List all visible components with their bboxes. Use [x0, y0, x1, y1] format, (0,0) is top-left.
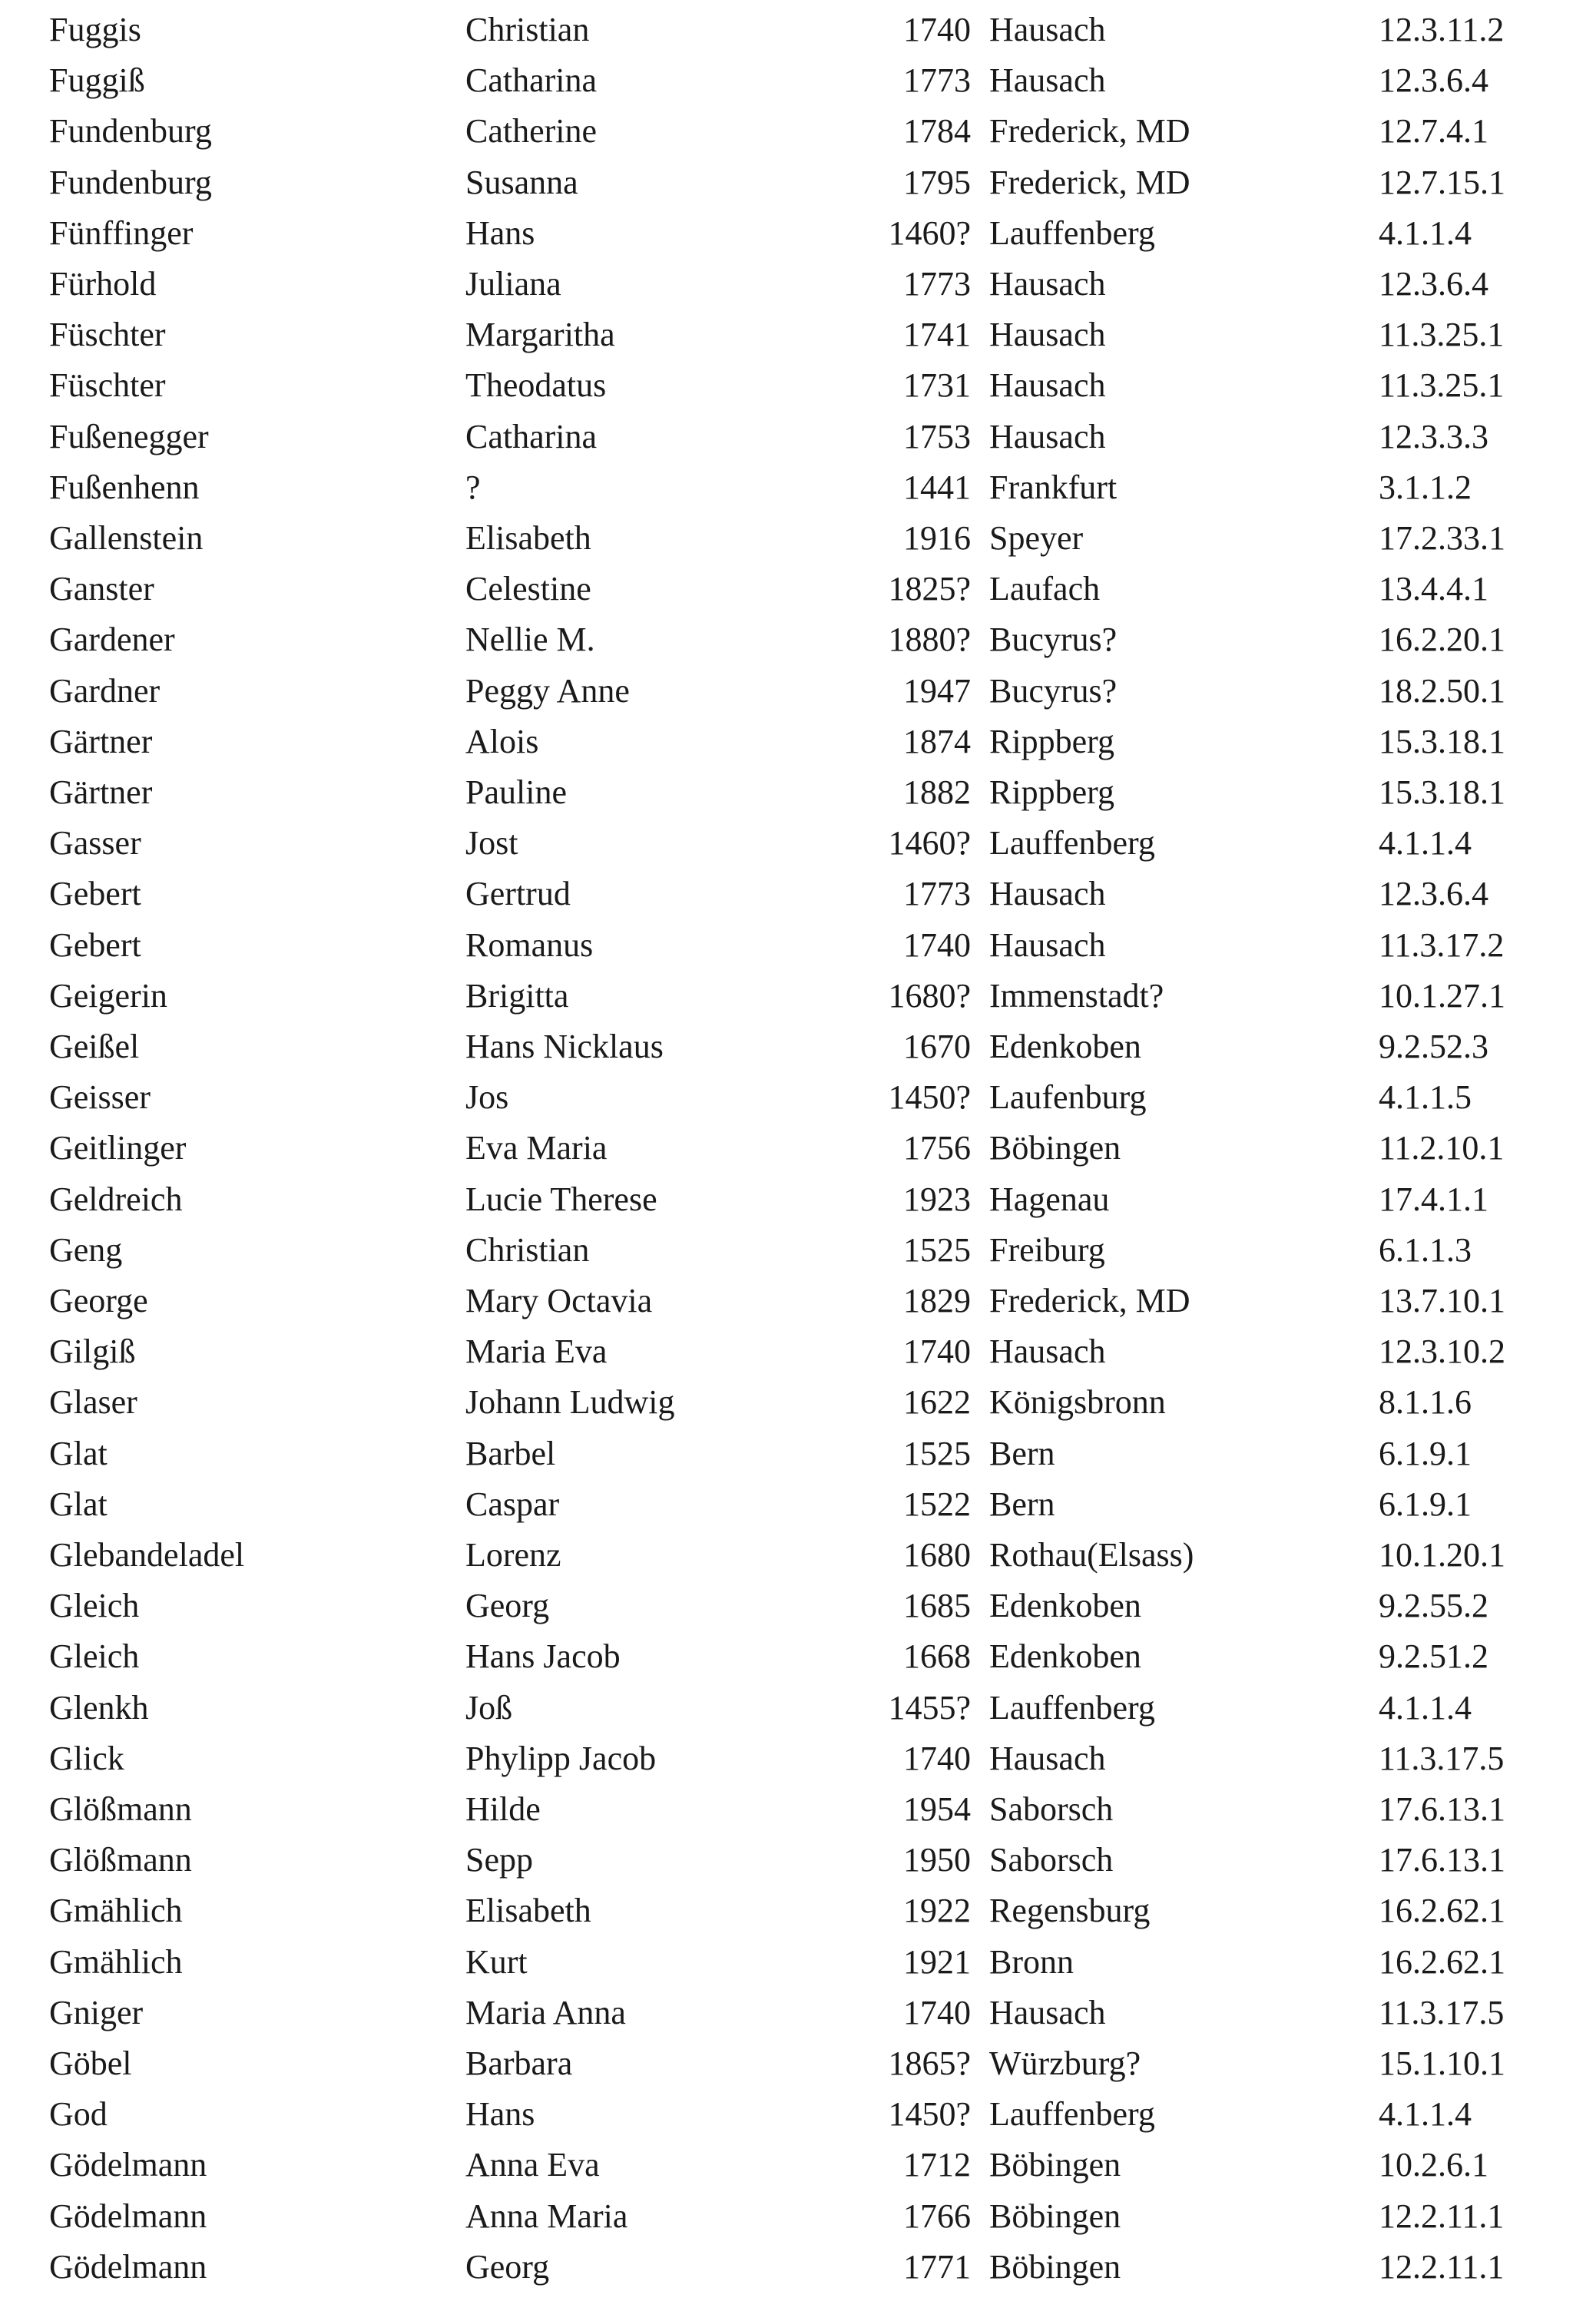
- reference-cell: 12.3.6.4: [1379, 875, 1488, 912]
- given-name-cell: Georg: [465, 1587, 550, 1624]
- place-cell: Immenstadt?: [989, 977, 1164, 1015]
- given-name-cell: Sepp: [465, 1841, 533, 1879]
- surname-cell: Füschter: [49, 316, 166, 353]
- place-cell: Bucyrus?: [989, 621, 1118, 658]
- reference-cell: 15.3.18.1: [1379, 773, 1505, 811]
- given-name-cell: Maria Anna: [465, 1994, 626, 2031]
- surname-cell: Glat: [49, 1435, 108, 1472]
- surname-cell: Göbel: [49, 2044, 132, 2082]
- year-cell: 1731: [903, 366, 971, 404]
- table-row: [0, 2191, 1596, 2242]
- surname-cell: Gallenstein: [49, 519, 204, 557]
- given-name-cell: Hilde: [465, 1790, 541, 1828]
- reference-cell: 12.2.11.1: [1379, 2248, 1505, 2286]
- place-cell: Rippberg: [989, 773, 1114, 811]
- reference-cell: 10.1.27.1: [1379, 977, 1505, 1015]
- place-cell: Rippberg: [989, 723, 1114, 760]
- table-row: [0, 2242, 1596, 2293]
- place-cell: Böbingen: [989, 2197, 1121, 2235]
- table-row: [0, 412, 1596, 462]
- place-cell: Edenkoben: [989, 1587, 1141, 1624]
- table-row: [0, 1276, 1596, 1326]
- year-cell: 1947: [903, 672, 971, 710]
- table-row: [0, 564, 1596, 614]
- table-row: [0, 818, 1596, 869]
- year-cell: 1882: [903, 773, 971, 811]
- place-cell: Saborsch: [989, 1790, 1114, 1828]
- table-row: [0, 1937, 1596, 1988]
- given-name-cell: Jost: [465, 824, 518, 862]
- given-name-cell: Margaritha: [465, 316, 615, 353]
- surname-cell: Gärtner: [49, 773, 153, 811]
- table-row: [0, 462, 1596, 513]
- place-cell: Frederick, MD: [989, 1282, 1190, 1319]
- surname-cell: Glick: [49, 1740, 124, 1777]
- table-row: [0, 1021, 1596, 1072]
- surname-cell: Geisser: [49, 1078, 151, 1116]
- given-name-cell: Elisabeth: [465, 519, 591, 557]
- surname-cell: Geldreich: [49, 1180, 183, 1218]
- given-name-cell: Phylipp Jacob: [465, 1740, 657, 1777]
- reference-cell: 18.2.50.1: [1379, 672, 1505, 710]
- reference-cell: 13.4.4.1: [1379, 570, 1488, 608]
- table-row: [0, 971, 1596, 1021]
- year-cell: 1525: [903, 1435, 971, 1472]
- year-cell: 1771: [903, 2248, 971, 2286]
- given-name-cell: Christian: [465, 1231, 590, 1269]
- reference-cell: 10.1.20.1: [1379, 1536, 1505, 1574]
- reference-cell: 12.3.6.4: [1379, 61, 1488, 99]
- surname-cell: Gilgiß: [49, 1333, 136, 1370]
- table-row: [0, 1886, 1596, 1936]
- year-cell: 1773: [903, 61, 971, 99]
- reference-cell: 11.3.25.1: [1379, 366, 1505, 404]
- reference-cell: 12.3.6.4: [1379, 265, 1488, 303]
- year-cell: 1455?: [888, 1689, 971, 1727]
- table-row: [0, 869, 1596, 919]
- table-row: [0, 513, 1596, 564]
- year-cell: 1450?: [888, 1078, 971, 1116]
- table-row: [0, 1174, 1596, 1225]
- place-cell: Bern: [989, 1485, 1055, 1523]
- year-cell: 1441: [903, 468, 971, 506]
- place-cell: Regensburg: [989, 1892, 1151, 1929]
- given-name-cell: Peggy Anne: [465, 672, 630, 710]
- table-row: [0, 717, 1596, 767]
- surname-cell: Geißel: [49, 1028, 140, 1065]
- given-name-cell: Hans Nicklaus: [465, 1028, 664, 1065]
- given-name-cell: Anna Eva: [465, 2146, 600, 2184]
- surname-cell: Fürhold: [49, 265, 157, 303]
- year-cell: 1829: [903, 1282, 971, 1319]
- table-row: [0, 1581, 1596, 1631]
- surname-cell: Glößmann: [49, 1841, 192, 1879]
- year-cell: 1712: [903, 2146, 971, 2184]
- surname-cell: Gödelmann: [49, 2248, 207, 2286]
- reference-cell: 6.1.9.1: [1379, 1435, 1472, 1472]
- table-row: [0, 106, 1596, 157]
- place-cell: Edenkoben: [989, 1028, 1141, 1065]
- given-name-cell: Alois: [465, 723, 539, 760]
- surname-cell: Fußenhenn: [49, 468, 200, 506]
- place-cell: Hausach: [989, 418, 1106, 455]
- place-cell: Hausach: [989, 875, 1106, 912]
- place-cell: Bern: [989, 1435, 1055, 1472]
- reference-cell: 4.1.1.4: [1379, 2095, 1472, 2133]
- surname-cell: Gleich: [49, 1587, 140, 1624]
- given-name-cell: Gertrud: [465, 875, 571, 912]
- year-cell: 1680: [903, 1536, 971, 1574]
- given-name-cell: Georg: [465, 2248, 550, 2286]
- place-cell: Laufenburg: [989, 1078, 1147, 1116]
- surname-cell: Geng: [49, 1231, 123, 1269]
- reference-cell: 12.3.10.2: [1379, 1333, 1505, 1370]
- year-cell: 1450?: [888, 2095, 971, 2133]
- surname-cell: Fuggiß: [49, 61, 145, 99]
- place-cell: Hausach: [989, 11, 1106, 48]
- table-row: [0, 1072, 1596, 1123]
- surname-cell: Füschter: [49, 366, 166, 404]
- table-row: [0, 2089, 1596, 2140]
- place-cell: Würzburg?: [989, 2044, 1141, 2082]
- surname-cell: Gardner: [49, 672, 161, 710]
- given-name-cell: Theodatus: [465, 366, 607, 404]
- reference-cell: 9.2.55.2: [1379, 1587, 1488, 1624]
- table-row: [0, 920, 1596, 971]
- surname-cell: Geitlinger: [49, 1129, 187, 1167]
- year-cell: 1756: [903, 1129, 971, 1167]
- given-name-cell: Johann Ludwig: [465, 1383, 675, 1421]
- table-row: [0, 1377, 1596, 1428]
- surname-cell: Fünffinger: [49, 214, 194, 252]
- given-name-cell: Nellie M.: [465, 621, 595, 658]
- year-cell: 1795: [903, 164, 971, 201]
- year-cell: 1460?: [888, 824, 971, 862]
- year-cell: 1670: [903, 1028, 971, 1065]
- given-name-cell: Juliana: [465, 265, 561, 303]
- place-cell: Hausach: [989, 1740, 1106, 1777]
- given-name-cell: Hans: [465, 214, 535, 252]
- place-cell: Hausach: [989, 316, 1106, 353]
- reference-cell: 9.2.52.3: [1379, 1028, 1488, 1065]
- given-name-cell: Barbara: [465, 2044, 573, 2082]
- reference-cell: 15.3.18.1: [1379, 723, 1505, 760]
- place-cell: Böbingen: [989, 2146, 1121, 2184]
- table-row: [0, 259, 1596, 310]
- surname-cell: Gniger: [49, 1994, 144, 2031]
- reference-cell: 11.3.25.1: [1379, 316, 1505, 353]
- year-cell: 1874: [903, 723, 971, 760]
- given-name-cell: Catherine: [465, 112, 598, 150]
- year-cell: 1622: [903, 1383, 971, 1421]
- given-name-cell: Susanna: [465, 164, 578, 201]
- table-row: [0, 55, 1596, 106]
- table-row: [0, 1123, 1596, 1174]
- place-cell: Edenkoben: [989, 1637, 1141, 1675]
- surname-cell: Gasser: [49, 824, 141, 862]
- table-row: [0, 360, 1596, 411]
- surname-cell: Ganster: [49, 570, 154, 608]
- surname-cell: Gödelmann: [49, 2197, 207, 2235]
- year-cell: 1773: [903, 265, 971, 303]
- reference-cell: 12.3.3.3: [1379, 418, 1488, 455]
- place-cell: Freiburg: [989, 1231, 1105, 1269]
- place-cell: Böbingen: [989, 1129, 1121, 1167]
- table-row: [0, 1530, 1596, 1581]
- reference-cell: 12.2.11.1: [1379, 2197, 1505, 2235]
- place-cell: Frankfurt: [989, 468, 1118, 506]
- place-cell: Lauffenberg: [989, 214, 1155, 252]
- surname-cell: Gödelmann: [49, 2146, 207, 2184]
- reference-cell: 17.4.1.1: [1379, 1180, 1488, 1218]
- given-name-cell: Catharina: [465, 61, 598, 99]
- surname-cell: Glaser: [49, 1383, 137, 1421]
- reference-cell: 17.6.13.1: [1379, 1790, 1505, 1828]
- year-cell: 1825?: [888, 570, 971, 608]
- year-cell: 1522: [903, 1485, 971, 1523]
- table-row: [0, 1784, 1596, 1835]
- place-cell: Hagenau: [989, 1180, 1110, 1218]
- table-row: [0, 767, 1596, 818]
- place-cell: Frederick, MD: [989, 112, 1190, 150]
- reference-cell: 16.2.62.1: [1379, 1943, 1505, 1981]
- place-cell: Hausach: [989, 366, 1106, 404]
- place-cell: Lauffenberg: [989, 2095, 1155, 2133]
- place-cell: Hausach: [989, 1333, 1106, 1370]
- surname-cell: Glößmann: [49, 1790, 192, 1828]
- year-cell: 1680?: [888, 977, 971, 1015]
- place-cell: Lauffenberg: [989, 824, 1155, 862]
- surname-cell: Fußenegger: [49, 418, 209, 455]
- given-name-cell: Christian: [465, 11, 590, 48]
- given-name-cell: Maria Eva: [465, 1333, 608, 1370]
- year-cell: 1865?: [888, 2044, 971, 2082]
- table-row: [0, 1225, 1596, 1276]
- place-cell: Hausach: [989, 1994, 1106, 2031]
- table-row: [0, 1479, 1596, 1530]
- reference-cell: 8.1.1.6: [1379, 1383, 1472, 1421]
- given-name-cell: Catharina: [465, 418, 598, 455]
- year-cell: 1880?: [888, 621, 971, 658]
- year-cell: 1740: [903, 11, 971, 48]
- given-name-cell: Mary Octavia: [465, 1282, 653, 1319]
- year-cell: 1525: [903, 1231, 971, 1269]
- given-name-cell: Hans: [465, 2095, 535, 2133]
- table-row: [0, 1988, 1596, 2038]
- year-cell: 1740: [903, 1740, 971, 1777]
- reference-cell: 11.3.17.5: [1379, 1740, 1505, 1777]
- table-row: [0, 5, 1596, 55]
- reference-cell: 4.1.1.5: [1379, 1078, 1472, 1116]
- place-cell: Königsbronn: [989, 1383, 1166, 1421]
- given-name-cell: Elisabeth: [465, 1892, 591, 1929]
- reference-cell: 6.1.9.1: [1379, 1485, 1472, 1523]
- year-cell: 1950: [903, 1841, 971, 1879]
- table-row: [0, 1429, 1596, 1479]
- place-cell: Bucyrus?: [989, 672, 1118, 710]
- year-cell: 1921: [903, 1943, 971, 1981]
- reference-cell: 10.2.6.1: [1379, 2146, 1488, 2184]
- given-name-cell: Joß: [465, 1689, 513, 1727]
- reference-cell: 4.1.1.4: [1379, 214, 1472, 252]
- reference-cell: 12.3.11.2: [1379, 11, 1505, 48]
- year-cell: 1741: [903, 316, 971, 353]
- surname-cell: Geigerin: [49, 977, 167, 1015]
- reference-cell: 4.1.1.4: [1379, 824, 1472, 862]
- place-cell: Hausach: [989, 265, 1106, 303]
- reference-cell: 6.1.1.3: [1379, 1231, 1472, 1269]
- place-cell: Speyer: [989, 519, 1084, 557]
- reference-cell: 17.6.13.1: [1379, 1841, 1505, 1879]
- given-name-cell: Hans Jacob: [465, 1637, 621, 1675]
- given-name-cell: Eva Maria: [465, 1129, 608, 1167]
- year-cell: 1766: [903, 2197, 971, 2235]
- surname-cell: Gärtner: [49, 723, 153, 760]
- reference-cell: 11.3.17.2: [1379, 926, 1505, 964]
- year-cell: 1923: [903, 1180, 971, 1218]
- year-cell: 1784: [903, 112, 971, 150]
- year-cell: 1740: [903, 1994, 971, 2031]
- table-row: [0, 2140, 1596, 2190]
- table-row: [0, 1835, 1596, 1886]
- year-cell: 1753: [903, 418, 971, 455]
- reference-cell: 12.7.15.1: [1379, 164, 1505, 201]
- given-name-cell: Jos: [465, 1078, 509, 1116]
- given-name-cell: Caspar: [465, 1485, 560, 1523]
- given-name-cell: ?: [465, 468, 481, 506]
- year-cell: 1773: [903, 875, 971, 912]
- year-cell: 1460?: [888, 214, 971, 252]
- given-name-cell: Barbel: [465, 1435, 556, 1472]
- surname-cell: Glenkh: [49, 1689, 149, 1727]
- table-row: [0, 614, 1596, 665]
- table-row: [0, 208, 1596, 259]
- table-row: [0, 1631, 1596, 1682]
- given-name-cell: Lorenz: [465, 1536, 561, 1574]
- surname-cell: George: [49, 1282, 148, 1319]
- given-name-cell: Kurt: [465, 1943, 528, 1981]
- given-name-cell: Romanus: [465, 926, 594, 964]
- place-cell: Hausach: [989, 926, 1106, 964]
- surname-cell: God: [49, 2095, 108, 2133]
- surname-cell: Gmählich: [49, 1943, 183, 1981]
- reference-cell: 11.2.10.1: [1379, 1129, 1505, 1167]
- given-name-cell: Celestine: [465, 570, 591, 608]
- place-cell: Rothau(Elsass): [989, 1536, 1194, 1574]
- reference-cell: 11.3.17.5: [1379, 1994, 1505, 2031]
- place-cell: Lauffenberg: [989, 1689, 1155, 1727]
- table-row: [0, 2038, 1596, 2089]
- year-cell: 1954: [903, 1790, 971, 1828]
- table-row: [0, 157, 1596, 208]
- reference-cell: 16.2.62.1: [1379, 1892, 1505, 1929]
- reference-cell: 17.2.33.1: [1379, 519, 1505, 557]
- surname-cell: Gebert: [49, 875, 141, 912]
- surname-cell: Gleich: [49, 1637, 140, 1675]
- given-name-cell: Anna Maria: [465, 2197, 628, 2235]
- table-row: [0, 310, 1596, 360]
- place-cell: Hausach: [989, 61, 1106, 99]
- surname-cell: Glebandeladel: [49, 1536, 245, 1574]
- year-cell: 1922: [903, 1892, 971, 1929]
- given-name-cell: Lucie Therese: [465, 1180, 657, 1218]
- surname-cell: Gebert: [49, 926, 141, 964]
- table-row: [0, 1683, 1596, 1733]
- given-name-cell: Brigitta: [465, 977, 569, 1015]
- year-cell: 1668: [903, 1637, 971, 1675]
- place-cell: Saborsch: [989, 1841, 1114, 1879]
- surname-cell: Fundenburg: [49, 164, 212, 201]
- reference-cell: 16.2.20.1: [1379, 621, 1505, 658]
- place-cell: Frederick, MD: [989, 164, 1190, 201]
- reference-cell: 15.1.10.1: [1379, 2044, 1505, 2082]
- year-cell: 1740: [903, 1333, 971, 1370]
- surname-cell: Gardener: [49, 621, 175, 658]
- reference-cell: 13.7.10.1: [1379, 1282, 1505, 1319]
- surname-cell: Glat: [49, 1485, 108, 1523]
- reference-cell: 9.2.51.2: [1379, 1637, 1488, 1675]
- table-row: [0, 666, 1596, 717]
- surname-cell: Gmählich: [49, 1892, 183, 1929]
- surname-cell: Fundenburg: [49, 112, 212, 150]
- year-cell: 1916: [903, 519, 971, 557]
- table-row: [0, 1326, 1596, 1377]
- reference-cell: 4.1.1.4: [1379, 1689, 1472, 1727]
- place-cell: Bronn: [989, 1943, 1074, 1981]
- surname-cell: Fuggis: [49, 11, 141, 48]
- place-cell: Böbingen: [989, 2248, 1121, 2286]
- given-name-cell: Pauline: [465, 773, 567, 811]
- reference-cell: 12.7.4.1: [1379, 112, 1488, 150]
- table-row: [0, 1733, 1596, 1784]
- place-cell: Laufach: [989, 570, 1101, 608]
- year-cell: 1685: [903, 1587, 971, 1624]
- reference-cell: 3.1.1.2: [1379, 468, 1472, 506]
- year-cell: 1740: [903, 926, 971, 964]
